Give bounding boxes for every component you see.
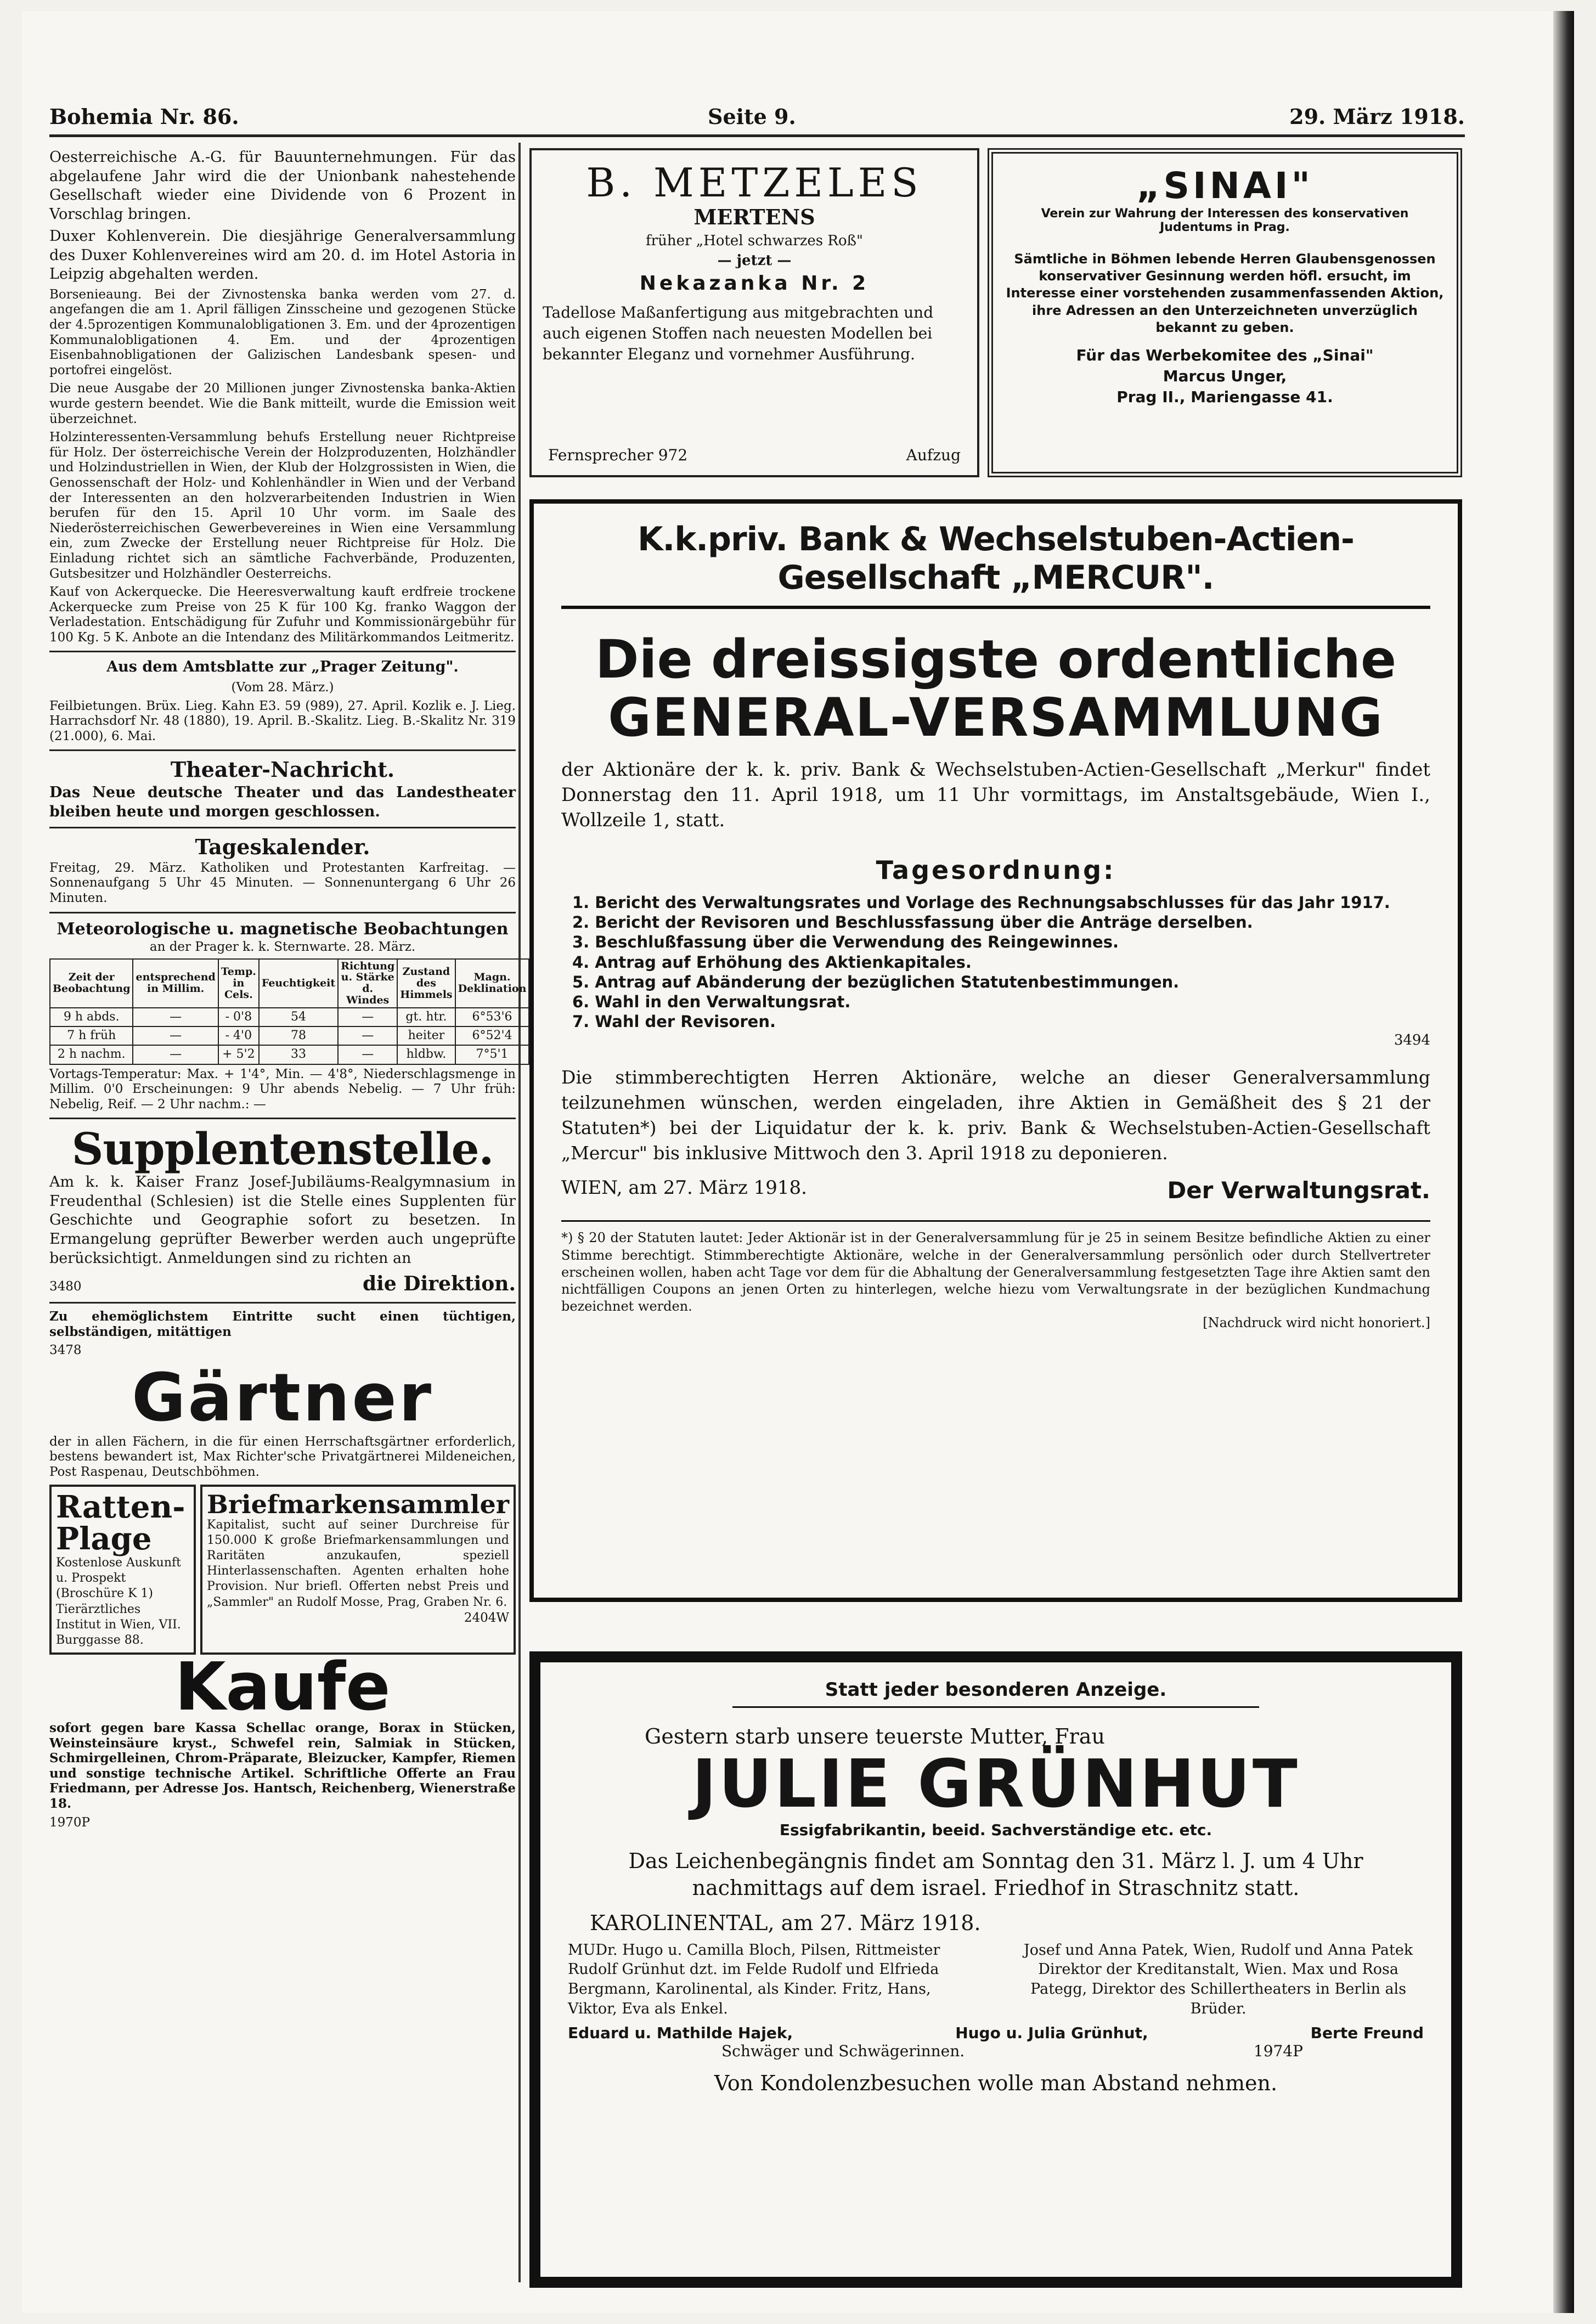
meteo-cell: 33 [259, 1045, 338, 1064]
death-number: 1974P [1253, 2042, 1303, 2061]
mercur-number: 3494 [1394, 1031, 1430, 1048]
kaufe-number: 1970P [49, 1815, 91, 1830]
death-relative: Eduard u. Mathilde Hajek, [568, 2024, 793, 2043]
meteo-cell: hldbw. [397, 1045, 455, 1064]
mercur-reprint-note: [Nachdruck wird nicht honoriert.] [1203, 1315, 1430, 1331]
kaufe-text: sofort gegen bare Kassa Schellac orange, Borax in Stücken, Weinsteinsäure kryst., Schwefel rein, Salmiak in Stücken, Schmirgelleinen, Chrom-Präparate, Bleizucker, Kampfer, Riemen und sonstige technische Artikel. Schriftliche Offerte an Frau Friedmann, per Adresse Jos. Hantsch, Reichenberg, Wienerstraße 18. [49, 1721, 516, 1812]
meteo-col: Magn. Deklination [455, 959, 529, 1008]
meteo-cell: heiter [397, 1026, 455, 1045]
death-relatives-row [568, 2024, 1424, 2042]
kaufe-heading: Kaufe [174, 1649, 391, 1726]
mercur-title-2: GENERAL-VERSAMMLUNG [608, 686, 1384, 748]
meteo-col: Zeit der Beobachtung [50, 959, 133, 1008]
agenda-item: 5. Antrag auf Abänderung der bezüglichen Statutenbestimmungen. [572, 972, 1180, 991]
metzeles-name: B. METZELES [586, 160, 923, 206]
agenda-item: 4. Antrag auf Erhöhung des Aktienkapitales. [572, 952, 972, 972]
death-family-right: Josef und Anna Patek, Wien, Rudolf und Anna Patek Direktor der Kreditanstalt, Wien. Max und Rosa Pategg, Direktor des Schillertheaters in Berlin als Brüder. [1023, 1941, 1413, 2017]
ad-mercur [529, 499, 1462, 1602]
meteo-cell: 2 h nachm. [50, 1045, 133, 1064]
meteo-table [49, 958, 529, 1065]
article-kohlenverein: Duxer Kohlenverein. Die diesjährige Generalversammlung des Duxer Kohlenvereines wird am 20. d. im Hotel Astoria in Leipzig abgehalten werden. [49, 228, 516, 283]
meteo-cell: — [338, 1026, 397, 1045]
divider [49, 827, 516, 828]
death-relatives-row-2 [568, 2042, 1424, 2060]
mercur-body: Die stimmberechtigten Herren Aktionäre, welche an dieser Generalversammlung teilzunehmen wünschen, werden eingeladen, ihre Aktien in Gemäßheit des § 21 der Statuten*) bei der Liquidatur der k. k. priv. Bank & Wechselstuben-Actien-Gesellschaft „Mercur" bis inklusive Mittwoch den 3. April 1918 zu deponieren. [561, 1066, 1430, 1164]
agenda-item: 2. Bericht der Revisoren und Beschlussfassung über die Anträge derselben. [572, 913, 1253, 932]
mercur-sign-row [561, 1177, 1430, 1204]
metzeles-former: früher „Hotel schwarzes Roß" [646, 233, 863, 250]
gaertner-heading: Gärtner [131, 1360, 433, 1436]
meteo-col: Richtung u. Stärke d. Windes [338, 959, 397, 1008]
briefmarken-text: Kapitalist, sucht auf seiner Durchreise für 150.000 K große Briefmarkensammlungen und Raritäten anzukaufen, speziell Hinterlassenschaften. Agenten erhalten hohe Provision. Nur briefl. Offerten nebst Preis und „Sammler" an Rudolf Mosse, Prag, Graben Nr. 6. [207, 1518, 509, 1609]
meteo-cell: 7 h früh [50, 1026, 133, 1045]
death-place: KAROLINENTAL, am 27. März 1918. [590, 1910, 981, 1935]
mercur-signature: Der Verwaltungsrat. [1167, 1177, 1430, 1204]
death-closing: Von Kondolenzbesuchen wolle man Abstand nehmen. [714, 2071, 1278, 2096]
meteo-cell: — [133, 1026, 218, 1045]
ad-sinai [988, 148, 1462, 477]
meteo-cell: — [338, 1008, 397, 1026]
sinai-sign-address: Prag II., Mariengasse 41. [1116, 387, 1333, 406]
meteo-cell: — [338, 1045, 397, 1064]
sinai-text: Sämtliche in Böhmen lebende Herren Glaubensgenossen konservativer Gesinnung werden höfl. ersucht, im Interesse einer vorstehenden zusammenfassenden Aktion, ihre Adressen an den Unterzeichneten unverzüglich bekannt zu geben. [1006, 251, 1444, 335]
article-boerse: Borsenieaung. Bei der Zivnostenska banka werden vom 27. d. angefangen die am 1. April fälligen Zinsscheine und gezogenen Stücke der 4.5prozentigen Kommunalobligationen 3. Em. und der 4prozentigen Kommunalobligationen 4. Em. und der 4prozentigen Eisenbahnobligationen der Galizischen Landesbank spesen- und portofrei eingelöst. [49, 287, 516, 377]
supplentenstelle-footer [49, 1271, 516, 1296]
meteo-cell: gt. htr. [397, 1008, 455, 1026]
meteo-footer: Vortags-Temperatur: Max. + 1'4°, Min. — 4'8°, Niederschlagsmenge in Millim. 0'0 Erscheinungen: 9 Uhr abends Nebelig. — 7 Uhr früh: Nebelig, Reif. — 2 Uhr nachm.: — [49, 1067, 516, 1112]
page-header [49, 99, 1465, 137]
column-rule [518, 143, 521, 2282]
meteo-row [50, 1008, 529, 1026]
agenda-item: 7. Wahl der Revisoren. [572, 1012, 776, 1031]
theater-text: Das Neue deutsche Theater und das Landestheater bleiben heute und morgen geschlossen. [49, 784, 516, 820]
amtsblatt-date: (Vom 28. März.) [231, 680, 334, 695]
briefmarken-number: 2404W [464, 1610, 509, 1625]
meteo-row [50, 1026, 529, 1045]
sinai-sign-name: Marcus Unger, [1163, 366, 1287, 385]
metzeles-address: Nekazanka Nr. 2 [639, 272, 870, 295]
metzeles-now: — jetzt — [717, 252, 792, 269]
metzeles-text: Tadellose Maßanfertigung aus mitgebrachten und auch eigenen Stoffen nach neuesten Modellen bei bekannter Eleganz und vornehmer Ausführung. [543, 303, 934, 363]
metzeles-footer [548, 446, 961, 464]
amtsblatt-text: Feilbietungen. Brüx. Lieg. Kahn E3. 59 (989), 27. April. Kozlik e. J. Lieg. Harrachsdorf Nr. 48 (1880), 19. April. B.-Skalitz. Lieg. B.-Skalitz Nr. 319 (21.000), 6. Mai. [49, 698, 516, 743]
supplentenstelle-text: Am k. k. Kaiser Franz Josef-Jubiläums-Realgymnasium in Freudenthal (Schlesien) ist die Stelle eines Supplenten für Geschichte und Geographie sofort zu besetzen. In Ermangelung geprüfter Bewerber werden auch ungeprüfte berücksichtigt. Anmeldungen sind zu richten an [49, 1174, 516, 1267]
gaertner-text: der in allen Fächern, in die für einen Herrschaftsgärtner erforderlich, bestens bewandert ist, Max Richter'sche Privatgärtnerei Mildeneichen, Post Raspenau, Deutschböhmen. [49, 1434, 516, 1479]
meteo-cell: - 4'0 [218, 1026, 259, 1045]
metzeles-phone: Fernsprecher 972 [548, 446, 688, 464]
theater-heading: Theater-Nachricht. [170, 757, 395, 782]
article-aktien: Die neue Ausgabe der 20 Millionen junger Zivnostenska banka-Aktien wurde gestern beendet. Wie die Bank mitteilt, wurde die Emission weit überzeichnet. [49, 381, 516, 426]
tageskalender-heading: Tageskalender. [195, 834, 370, 860]
meteo-cell: - 0'8 [218, 1008, 259, 1026]
article-bauunternehmungen: Oesterreichische A.-G. für Bauunternehmungen. Für das abgelaufene Jahr wird die der Unionbank nahestehende Gesellschaft wieder eine Dividende von 6 Prozent in Vorschlag bringen. [49, 149, 516, 223]
supplentenstelle-signature: die Direktion. [362, 1272, 516, 1296]
ad-metzeles [529, 148, 979, 477]
mercur-intro: der Aktionäre der k. k. priv. Bank & Wechselstuben-Actien-Gesellschaft „Merkur" findet Donnerstag den 11. April 1918, um 11 Uhr vormittags, im Anstaltsgebäude, Wien I., Wollzeile 1, statt. [561, 759, 1430, 831]
ratten-heading: Ratten-Plage [56, 1488, 185, 1558]
agenda-item: 1. Bericht des Verwaltungsrates und Vorlage des Rechnungsabschlusses für das Jahr 1917. [572, 893, 1390, 912]
meteo-col: Temp. in Cels. [218, 959, 259, 1008]
death-text: Das Leichenbegängnis findet am Sonntag den 31. März l. J. um 4 Uhr nachmittags auf dem israel. Friedhof in Straschnitz statt. [628, 1849, 1363, 1900]
divider [49, 912, 516, 913]
header-date: 29. März 1918. [1289, 104, 1465, 129]
meteo-col: Feuchtigkeit [259, 959, 338, 1008]
divider [49, 749, 516, 751]
mercur-place-date: WIEN, am 27. März 1918. [561, 1177, 807, 1199]
meteo-heading: Meteorologische u. magnetische Beobachtungen [57, 919, 509, 939]
meteo-header-row [50, 959, 529, 1008]
article-ackerquecke: Kauf von Ackerquecke. Die Heeresverwaltung kauft erdfreie trockene Ackerquecke zum Preise von 25 K für 100 Kg. franko Waggon der Verladestation. Entschädigung für Zufuhr und Kommissionärgebühr für 100 Kg. 5 K. Anbote an die Intendanz des Militärkommandos Leitmeritz. [49, 585, 516, 645]
mercur-agenda-heading: Tagesordnung: [876, 855, 1116, 885]
agenda-item: 6. Wahl in den Verwaltungsrat. [572, 992, 851, 1012]
meteo-cell: 6°53'6 [455, 1008, 529, 1026]
mercur-title: Die dreissigste ordentliche [595, 629, 1397, 690]
page-fold-shadow [1553, 11, 1574, 2313]
death-family [568, 1941, 1424, 2019]
ad-briefmarken [200, 1485, 516, 1655]
briefmarken-heading: Briefmarkensammler [207, 1489, 509, 1519]
meteo-cell: — [133, 1045, 218, 1064]
death-intro: Gestern starb unsere teuerste Mutter, Frau [645, 1724, 1105, 1748]
gaertner-intro: Zu ehemöglichstem Eintritte sucht einen tüchtigen, selbständigen, mitättigen [49, 1309, 516, 1339]
ad-death-notice [529, 1651, 1462, 2288]
meteo-subheading: an der Prager k. k. Sternwarte. 28. März. [149, 939, 416, 954]
meteo-cell: 9 h abds. [50, 1008, 133, 1026]
death-job: Essigfabrikantin, beeid. Sachverständige etc. etc. [779, 1821, 1212, 1839]
meteo-cell: 7°5'1 [455, 1045, 529, 1064]
sinai-sub: Verein zur Wahrung der Interessen des konservativen Judentums in Prag. [1041, 207, 1409, 234]
amtsblatt-heading: Aus dem Amtsblatte zur „Prager Zeitung". [106, 658, 459, 676]
death-relative: Hugo u. Julia Grünhut, [955, 2024, 1148, 2043]
sinai-name: „SINAI" [1136, 165, 1313, 207]
mercur-footnote: *) § 20 der Statuten lautet: Jeder Aktionär ist in der Generalversammlung für je 25 in seinem Besitze befindliche Aktien zu einer Stimme berechtigt. Stimmberechtigte Aktionäre, welche in der Generalversammlung persönlich oder durch Stellvertreter erscheinen wollen, haben acht Tage vor dem für die Abhaltung der Generalversammlung festgesetzten Tage ihre Aktien samt den nichtfälligen Coupons an jenen Orten zu hinterlegen, welche hiezu vom Verwaltungsrate in der bezüglichen Kundmachung bezeichnet werden. [561, 1220, 1430, 1315]
death-relatives-label: Schwäger und Schwägerinnen. [721, 2042, 965, 2061]
agenda-item: 3. Beschlußfassung über die Verwendung des Reingewinnes. [572, 933, 1119, 952]
death-relative: Berte Freund [1310, 2024, 1424, 2043]
small-ads-row [49, 1485, 516, 1655]
death-statt: Statt jeder besonderen Anzeige. [732, 1679, 1259, 1708]
meteo-cell: + 5'2 [218, 1045, 259, 1064]
metzeles-lift: Aufzug [906, 446, 961, 464]
left-column [49, 148, 527, 1834]
meteo-cell: 54 [259, 1008, 338, 1026]
tageskalender-text: Freitag, 29. März. Katholiken und Protestanten Karfreitag. — Sonnenaufgang 5 Uhr 45 Minuten. — Sonnenuntergang 6 Uhr 26 Minuten. [49, 860, 516, 905]
gaertner-number: 3478 [49, 1343, 82, 1358]
newspaper-page [22, 11, 1574, 2313]
header-page-number: Seite 9. [708, 104, 796, 129]
divider [49, 1302, 516, 1304]
supplentenstelle-number: 3480 [49, 1279, 82, 1294]
mercur-bank-name: K.k.priv. Bank & Wechselstuben-Actien-Gesellschaft „MERCUR". [561, 520, 1430, 609]
divider [49, 1118, 516, 1119]
ratten-text: Kostenlose Auskunft u. Prospekt (Broschüre K 1) Tierärztliches Institut in Wien, VII. Burggasse 88. [56, 1556, 181, 1647]
meteo-cell: — [133, 1008, 218, 1026]
meteo-row [50, 1045, 529, 1064]
meteo-col: Zustand des Himmels [397, 959, 455, 1008]
ad-ratten [49, 1485, 196, 1655]
meteo-cell: 78 [259, 1026, 338, 1045]
meteo-cell: 6°52'4 [455, 1026, 529, 1045]
death-name: JULIE GRÜNHUT [692, 1746, 1300, 1823]
metzeles-sub: MERTENS [693, 205, 815, 230]
supplentenstelle-heading: Supplentenstelle. [71, 1123, 494, 1175]
death-family-left: MUDr. Hugo u. Camilla Bloch, Pilsen, Rittmeister Rudolf Grünhut dzt. im Felde Rudolf und Elfrieda Bergmann, Karolinental, als Kinder. Fritz, Hans, Viktor, Eva als Enkel. [568, 1941, 940, 2017]
article-holz: Holzinteressenten-Versammlung behufs Erstellung neuer Richtpreise für Holz. Der österreichische Verein der Holzproduzenten, Holzhändler und Holzindustriellen in Wien, der Klub der Holzgrossisten in Wien, die Genossenschaft der Holz- und Kohlenhändler in Wien und der Verband der Interessenten an den holzverarbeitenden Industrien in Wien berufen für den 15. April 10 Uhr vorm. im Saale des Niederösterreichischen Gewerbevereines in Wien eine Versammlung ein, zum Zwecke der Erstellung neuer Richtpreise für Holz. Die Einladung richtet sich an sämtliche Fachverbände, Produzenten, Gutsbesitzer und Holzhändler Oesterreichs. [49, 430, 516, 581]
divider [49, 651, 516, 652]
mercur-agenda [572, 893, 1430, 1032]
header-issue: Bohemia Nr. 86. [49, 104, 239, 129]
meteo-col: entsprechend in Millim. [133, 959, 218, 1008]
sinai-sign-committee: Für das Werbekomitee des „Sinai" [1076, 346, 1374, 364]
